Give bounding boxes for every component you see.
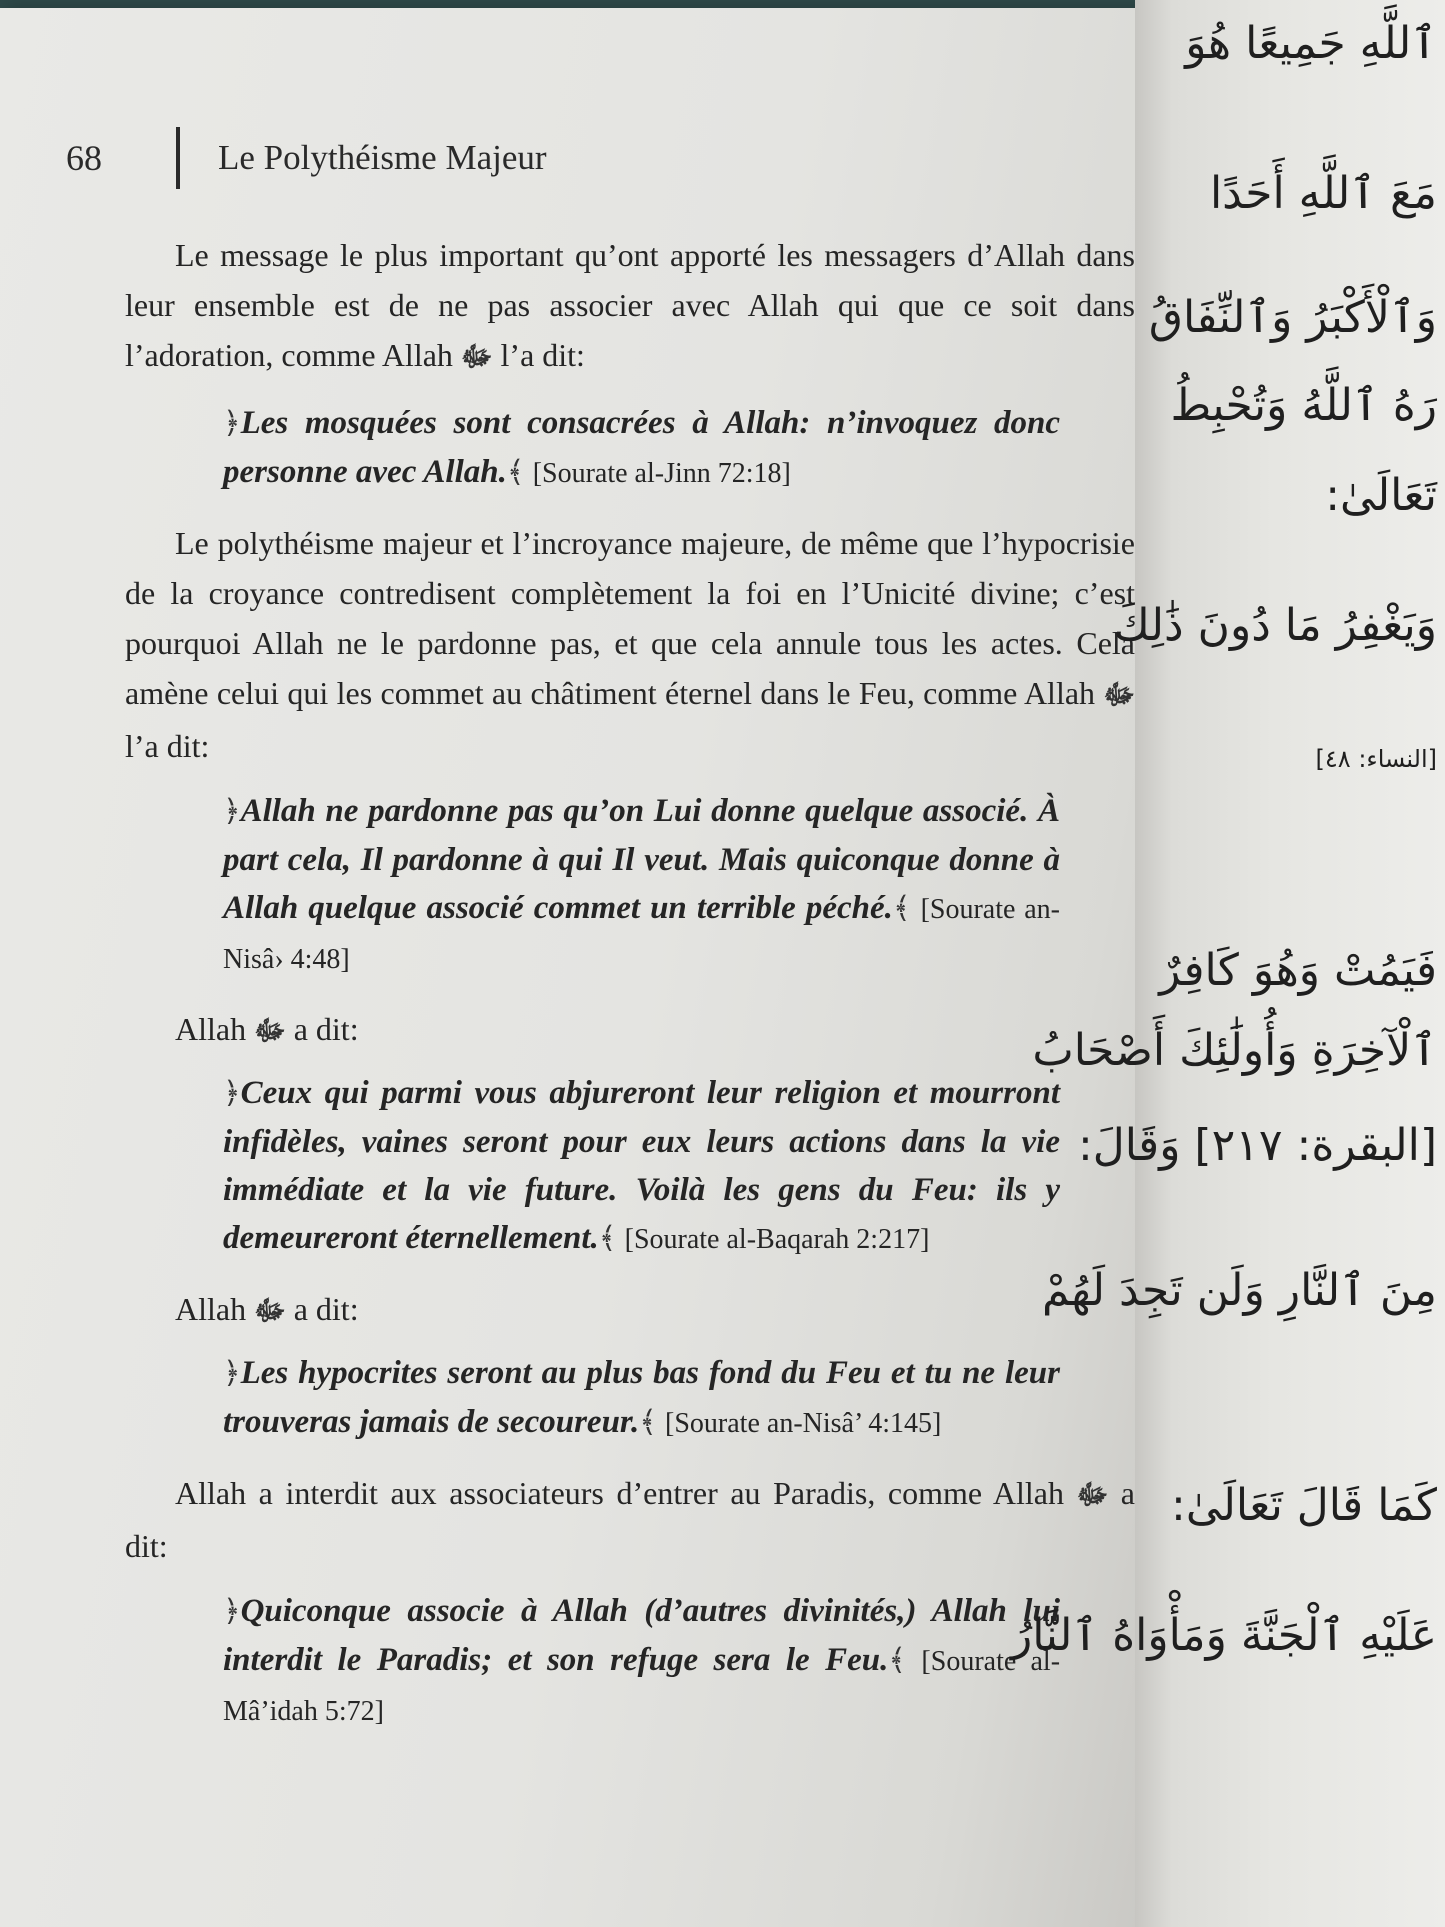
verse-close-ornament: ﴾ <box>598 1222 617 1255</box>
paragraph-5: Allah a interdit aux associateurs d’entrer au Paradis, comme Allah ﷻ a dit: <box>125 1475 1136 1564</box>
verse-reference: [Sourate an-Nisâ› 4:48] <box>223 894 1060 975</box>
arabic-line: ٱللَّهِ جَمِيعًا هُوَ <box>1185 18 1437 69</box>
verse-reference: [Sourate an-Nisâ’ 4:145] <box>665 1408 942 1439</box>
verse-reference: [Sourate al-Mâ’idah 5:72] <box>223 1646 1061 1727</box>
arabic-line: وَيَغْفِرُ مَا دُونَ ذَٰلِكَ <box>1113 600 1437 651</box>
intro-line-4: Allah ﷻ a dit: <box>175 1291 359 1327</box>
running-title: Le Polythéisme Majeur <box>218 138 547 177</box>
arabic-line: عَلَيْهِ ٱلْجَنَّةَ وَمَأْوَاهُ ٱلنَّارُ <box>1011 1610 1437 1661</box>
verse-open-ornament: ﴿ <box>223 407 241 440</box>
arabic-line: [البقرة: ٢١٧] وَقَالَ: <box>1077 1120 1437 1171</box>
verse-close-ornament: ﴾ <box>888 1644 906 1677</box>
verse-close-ornament: ﴾ <box>506 456 525 489</box>
verse-open-ornament: ﴿ <box>223 1357 241 1390</box>
verse-quote-5: ﴿Quiconque associe à Allah (d’autres divinités,) Allah lui interdit le Paradis; et son refuge sera le Feu.﴾ [Sourate al-Mâ’idah 5:72] <box>223 1593 1061 1727</box>
verse-reference: [Sourate al-Jinn 72:18] <box>532 458 791 489</box>
honorific-glyph: ﷻ <box>1103 680 1136 711</box>
verse-quote-3: ﴿Ceux qui parmi vous abjureront leur religion et mourront infidèles, vaines seront pour eux leurs actions dans la vie immédiate et la vie future. Voilà les gens du Feu: ils y demeureront éternellement.﴾ [Sourate al-Baqarah 2:217] <box>223 1075 1060 1256</box>
intro-line-3: Allah ﷻ a dit: <box>175 1011 359 1047</box>
honorific-glyph: ﷻ <box>1076 1480 1109 1511</box>
paragraph-2: Le polythéisme majeur et l’incroyance majeure, de même que l’hypocrisie de la croyance contredisent complètement la foi en l’Unicité divine; c’est pourquoi Allah ne le pardonne pas, et que cela annule tous les actes. Cela amène celui qui les commet au châtiment éternel dans le Feu, comme Allah ﷻ l’a dit: <box>125 525 1136 764</box>
arabic-line: مَعَ ٱللَّهِ أَحَدًا <box>1209 168 1437 219</box>
arabic-line: ٱلْآخِرَةِ وَأُولَٰئِكَ أَصْحَابُ <box>1032 1025 1437 1076</box>
verse-quote-1: ﴿Les mosquées sont consacrées à Allah: n’invoquez donc personne avec Allah.﴾ [Sourate al-Jinn 72:18] <box>223 405 1060 490</box>
left-page <box>0 8 1150 1927</box>
honorific-glyph: ﷻ <box>460 342 493 373</box>
verse-open-ornament: ﴿ <box>223 1595 241 1628</box>
page-number: 68 <box>66 138 102 178</box>
verse-close-ornament: ﴾ <box>892 892 911 925</box>
verse-open-ornament: ﴿ <box>223 1077 241 1110</box>
verse-reference: [Sourate al-Baqarah 2:217] <box>624 1224 930 1255</box>
arabic-verse-reference: [النساء: ٤٨] <box>1315 745 1437 773</box>
verse-quote-2: ﴿Allah ne pardonne pas qu’on Lui donne quelque associé. À part cela, Il pardonne à qui Il veut. Mais quiconque donne à Allah quelque associé commet un terrible péché.﴾ [Sourate an-Nisâ› 4:48] <box>223 793 1060 975</box>
verse-quote-4: ﴿Les hypocrites seront au plus bas fond du Feu et tu ne leur trouveras jamais de secoureur.﴾ [Sourate an-Nisâ’ 4:145] <box>223 1355 1060 1440</box>
arabic-line: مِنَ ٱلنَّارِ وَلَن تَجِدَ لَهُمْ <box>1042 1265 1437 1316</box>
arabic-line: كَمَا قَالَ تَعَالَىٰ: <box>1171 1480 1437 1531</box>
honorific-glyph: ﷻ <box>254 1296 286 1327</box>
arabic-line: وَٱلْأَكْبَرُ وَٱلنِّفَاقُ <box>1148 292 1437 343</box>
arabic-line: تَعَالَىٰ: <box>1325 470 1437 521</box>
verse-close-ornament: ﴾ <box>639 1406 657 1439</box>
arabic-line: فَيَمُتْ وَهُوَ كَافِرٌ <box>1159 945 1437 996</box>
header-divider <box>176 127 180 189</box>
honorific-glyph: ﷻ <box>254 1016 286 1047</box>
paragraph-1: Le message le plus important qu’ont apporté les messagers d’Allah dans leur ensemble est de ne pas associer avec Allah qui que ce soit dans l’adoration, comme Allah ﷻ l’a dit: <box>125 237 1135 373</box>
page-body <box>125 230 1135 1756</box>
arabic-line: رَهُ ٱللَّهُ وَتُحْبِطُ <box>1170 380 1437 431</box>
verse-open-ornament: ﴿ <box>223 795 241 828</box>
running-header <box>66 128 547 188</box>
